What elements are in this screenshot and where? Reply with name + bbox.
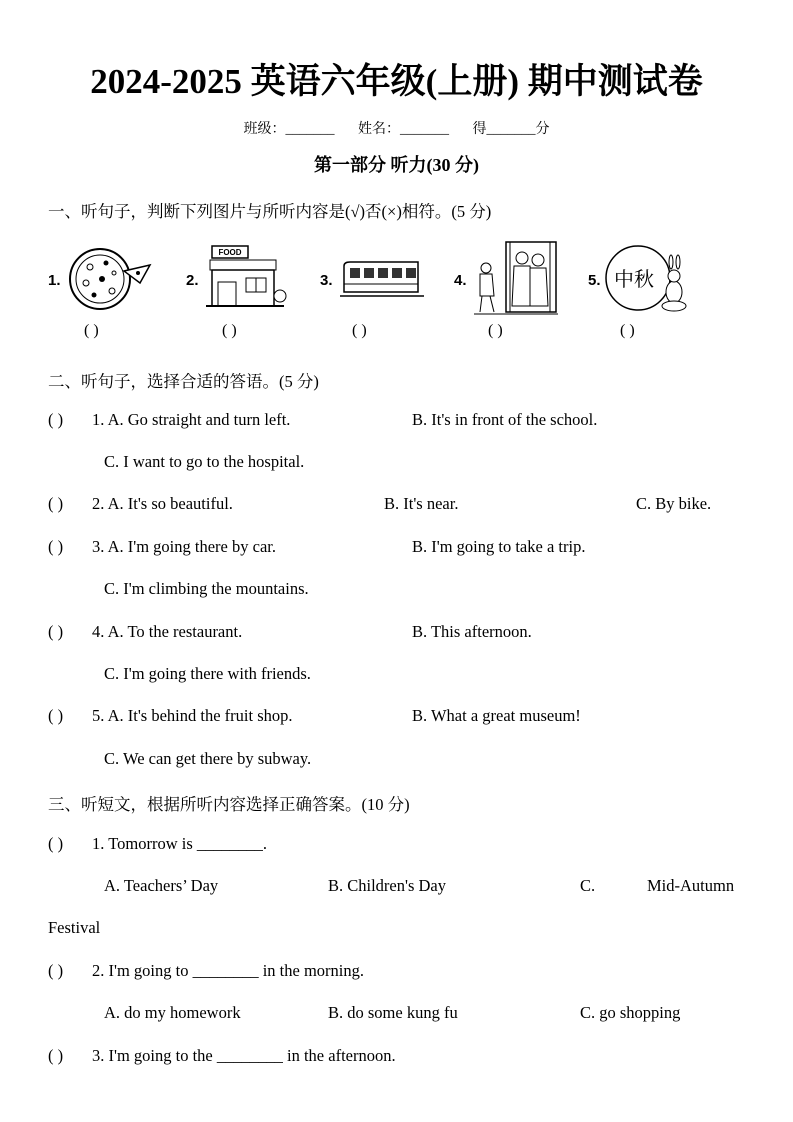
question-5-option-a: 5. A. It's behind the fruit shop.: [92, 706, 293, 725]
question-2-option-c: C. By bike.: [636, 494, 712, 513]
s3-question-1-option-b: B. Children's Day: [328, 876, 447, 895]
answer-paren[interactable]: ( ): [48, 706, 64, 725]
answer-paren[interactable]: ( ): [48, 622, 64, 641]
food-sign-text: FOOD: [218, 248, 242, 257]
answer-paren-1[interactable]: ( ): [84, 322, 99, 339]
s3-question-1-option-a: A. Teachers’ Day: [104, 876, 219, 895]
question-3-option-c: C. I'm climbing the mountains.: [104, 579, 309, 598]
page-title: 2024-2025 英语六年级(上册) 期中测试卷: [90, 62, 703, 101]
answer-paren[interactable]: ( ): [48, 834, 64, 853]
picture-number-5: 5.: [588, 272, 601, 289]
section-3-heading: 三、听短文，根据所听内容选择正确答案。(10 分): [48, 795, 410, 814]
s3-question-1-stem: 1. Tomorrow is ________.: [92, 834, 267, 853]
picture-number-3: 3.: [320, 272, 333, 289]
question-1-option-a: 1. A. Go straight and turn left.: [92, 410, 291, 429]
answer-paren-3[interactable]: ( ): [352, 322, 367, 339]
answer-paren-5[interactable]: ( ): [620, 322, 635, 339]
s3-question-1-option-c-wrap: Festival: [48, 918, 101, 937]
answer-paren[interactable]: ( ): [48, 410, 64, 429]
question-4-option-a: 4. A. To the restaurant.: [92, 622, 243, 641]
question-5-option-b: B. What a great museum!: [412, 706, 581, 725]
picture-number-1: 1.: [48, 272, 61, 289]
answer-paren[interactable]: ( ): [48, 494, 64, 513]
s3-question-2-option-b: B. do some kung fu: [328, 1003, 458, 1022]
part-title: 第一部分 听力(30 分): [314, 155, 479, 175]
food-shop-icon: [202, 244, 288, 310]
picture-number-2: 2.: [186, 272, 199, 289]
answer-paren[interactable]: ( ): [48, 537, 64, 556]
s3-question-2-option-a: A. do my homework: [104, 1003, 241, 1022]
class-field[interactable]: 班级：_______: [243, 122, 335, 137]
s3-question-3-stem: 3. I'm going to the ________ in the afternoon.: [92, 1046, 396, 1065]
mid-autumn-moon-icon: [604, 242, 694, 318]
s3-question-1-option-c: C.: [580, 876, 596, 895]
section-2-heading: 二、听句子，选择合适的答语。(5 分): [48, 372, 319, 391]
s3-question-2-stem: 2. I'm going to ________ in the morning.: [92, 961, 365, 980]
s3-question-2-option-c: C. go shopping: [580, 1003, 681, 1022]
train-icon: [340, 258, 424, 300]
question-2-option-b: B. It's near.: [384, 494, 459, 513]
name-field[interactable]: 姓名：_______: [358, 122, 449, 137]
student-info-row: [0, 118, 793, 138]
pizza-icon: [66, 243, 156, 315]
picture-number-4: 4.: [454, 272, 467, 289]
answer-paren[interactable]: ( ): [48, 1046, 64, 1065]
score-field[interactable]: 得_______分: [472, 122, 550, 137]
question-3-option-b: B. I'm going to take a trip.: [412, 537, 586, 556]
answer-paren[interactable]: ( ): [48, 961, 64, 980]
question-4-option-c: C. I'm going there with friends.: [104, 664, 311, 683]
question-5-option-c: C. We can get there by subway.: [104, 749, 312, 768]
section-1-heading: 一、听句子，判断下列图片与所听内容是(√)否(×)相符。(5 分): [48, 202, 492, 221]
family-door-icon: [470, 240, 560, 318]
question-1-option-c: C. I want to go to the hospital.: [104, 452, 305, 471]
question-4-option-b: B. This afternoon.: [412, 622, 532, 641]
question-2-option-a: 2. A. It's so beautiful.: [92, 494, 233, 513]
s3-question-1-option-c-text: Mid-Autumn: [647, 876, 735, 895]
answer-paren-2[interactable]: ( ): [222, 322, 237, 339]
mid-autumn-chars: 中秋: [614, 267, 654, 291]
answer-paren-4[interactable]: ( ): [488, 322, 503, 339]
question-3-option-a: 3. A. I'm going there by car.: [92, 537, 276, 556]
question-1-option-b: B. It's in front of the school.: [412, 410, 598, 429]
